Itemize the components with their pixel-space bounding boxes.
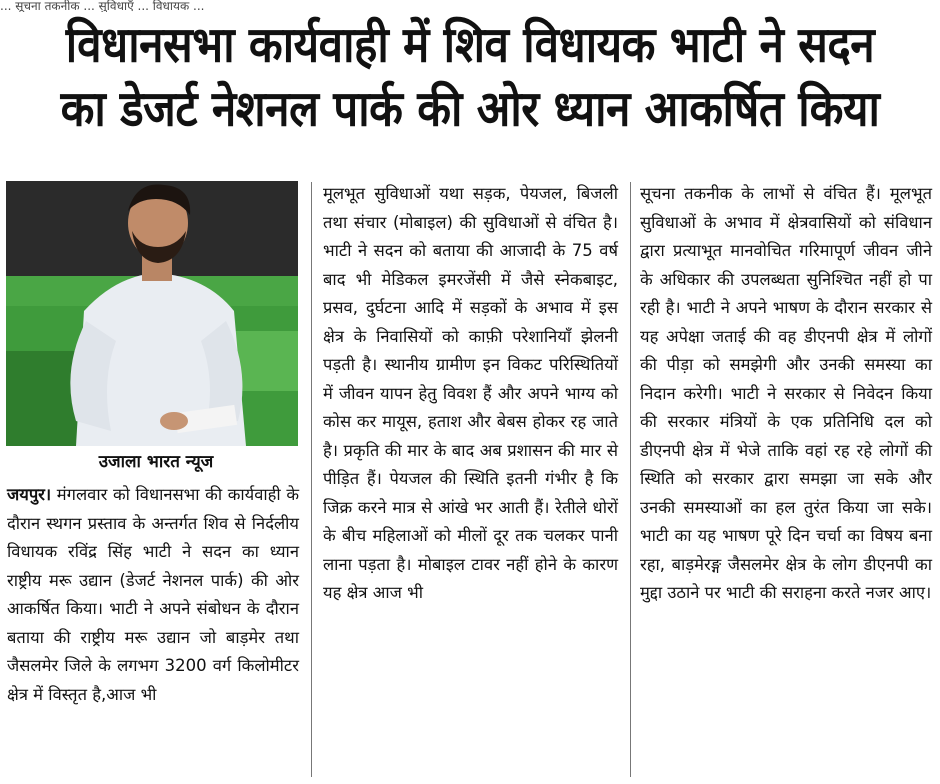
article-column-1 [7, 481, 299, 709]
article-column-3 [640, 180, 932, 608]
headline-line-1: विधानसभा कार्यवाही में शिव विधायक भाटी ने सदन [65, 16, 875, 74]
headline [0, 14, 940, 142]
photo-illustration [6, 181, 298, 446]
top-clipped-text: ... सूचना तकनीक ... सुविधाएँ ... विधायक ... [0, 0, 205, 12]
news-photo [6, 181, 298, 446]
column-divider [630, 182, 631, 777]
headline-line-2: का डेजर्ट नेशनल पार्क की ओर ध्यान आकर्षित किया [60, 80, 880, 138]
column-divider [311, 182, 312, 777]
photo-caption: उजाला भारत न्यूज [98, 452, 214, 472]
column-1-text: मंगलवार को विधानसभा की कार्यवाही के दौरान स्थगन प्रस्ताव के अन्तर्गत शिव से निर्दलीय विधायक रविंद्र सिंह भाटी ने सदन का ध्यान राष्ट्रीय मरू उद्यान (डेजर्ट नेशनल पार्क) की ओर आकर्षित किया। भाटी ने अपने संबोधन के दौरान बताया की राष्ट्रीय मरू उद्यान जो बाड़मेर तथा जैसलमेर जिले के लगभग 3200 वर्ग किलोमीटर क्षेत्र में विस्तृत है,आज भी [7, 485, 299, 704]
column-3-text: सूचना तकनीक के लाभों से वंचित हैं। मूलभूत सुविधाओं के अभाव में क्षेत्रवासियों को संविधान द्वारा प्रत्याभूत मानवोचित गरिमापूर्ण जीवन जीने के अधिकार की उपलब्धता सुनिश्चित नहीं हो पा रही है। भाटी ने अपने भाषण के दौरान सरकार से यह अपेक्षा जताई की वह डीएनपी क्षेत्र में लोगों की पीड़ा को समझेगी और उनकी समस्या का निदान करेगी। भाटी ने सरकार से निवेदन किया की सरकार मंत्रियों के एक प्रतिनिधि दल को डीएनपी क्षेत्र में भेजे ताकि वहां रह रहे लोगों की स्थिति को सरकार द्वारा समझा जा सके और उनकी समस्याओं का हल तुरंत किया जा सके। भाटी का यह भाषण पूरे दिन चर्चा का विषय बना रहा, बाड़मेरङ्ग जैसलमेर क्षेत्र के लोग डीएनपी का मुद्दा उठाने पर भाटी की सराहना करते नजर आए। [640, 184, 932, 602]
article-column-2 [323, 180, 618, 608]
column-2-text: मूलभूत सुविधाओं यथा सड़क, पेयजल, बिजली तथा संचार (मोबाइल) की सुविधाओं से वंचित है। भाटी ने सदन को बताया की आजादी के 75 वर्ष बाद भी मेडिकल इमरजेंसी में जैसे स्नेकबाइट, प्रसव, दुर्घटना आदि में सड़कों के अभाव में इस क्षेत्र के निवासियों को काफ़ी परेशानियाँ झेलनी पड़ती है। स्थानीय ग्रामीण इन विकट परिस्थितियों में जीवन यापन हेतु विवश हैं और अपने भाग्य को कोस कर मायूस, हताश और बेबस होकर रह जाते है। प्रकृति की मार के बाद अब प्रशासन की मार से पीड़ित हैं। पेयजल की स्थिति इतनी गंभीर है कि जिक्र करने मात्र से आंखे भर आती हैं। रेतीले धोरों के बीच महिलाओं को मीलों दूर तक चलकर पानी लाना पड़ता है। मोबाइल टावर नहीं होने के कारण यह क्षेत्र आज भी [323, 184, 618, 602]
dateline: जयपुर। [7, 485, 52, 504]
